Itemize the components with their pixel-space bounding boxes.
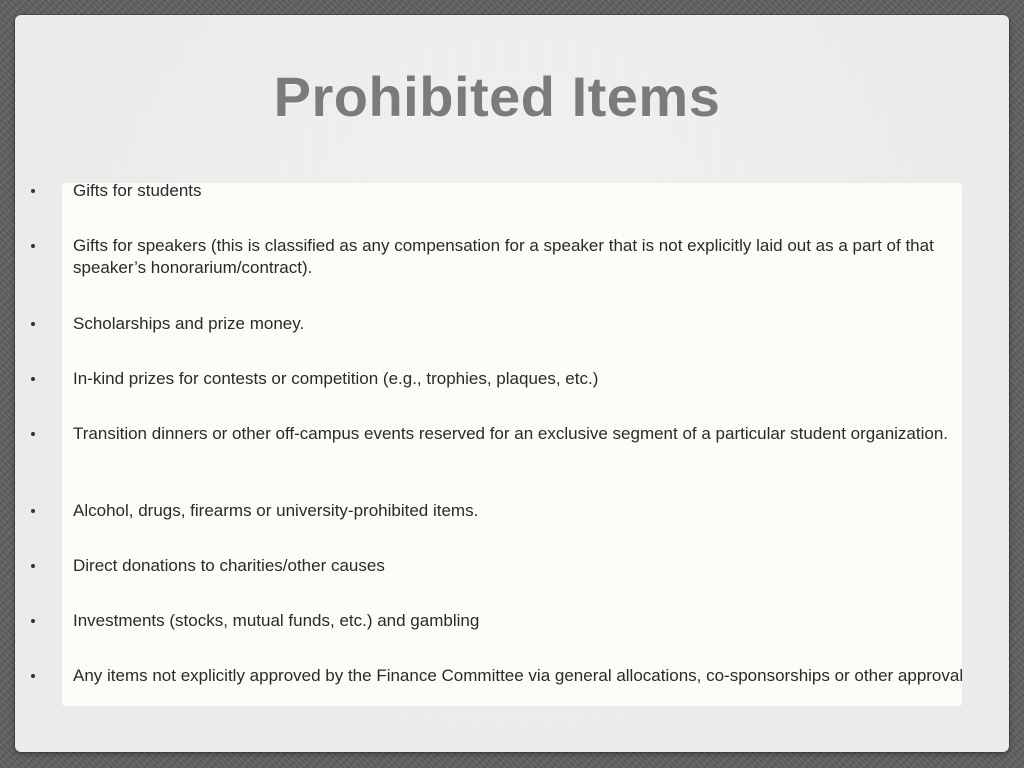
list-item-text: In-kind prizes for contests or competition (e.g., trophies, plaques, etc.) [73, 369, 599, 388]
bullet-icon [31, 244, 35, 248]
list-item-text: Direct donations to charities/other causes [73, 556, 385, 575]
list-item-text: Transition dinners or other off-campus events reserved for an exclusive segment of a particular student organization. [73, 424, 949, 443]
bullet-icon [31, 619, 35, 623]
bullet-icon [31, 322, 35, 326]
list-item-text: Alcohol, drugs, firearms or university-prohibited items. [73, 501, 479, 520]
list-item-text: Investments (stocks, mutual funds, etc.) and gambling [73, 611, 480, 630]
bullet-icon [31, 377, 35, 381]
bullet-icon [31, 509, 35, 513]
list-item-text: Any items not explicitly approved by the Finance Committee via general allocations, co-sponsorships or other approval [73, 666, 964, 685]
bullet-icon [31, 564, 35, 568]
slide-title: Prohibited Items [273, 65, 721, 128]
list-item-text: Gifts for speakers (this is classified as any compensation for a speaker that is not explicitly laid out as a part of that speaker’s honorarium/contract). [73, 236, 934, 277]
bullet-icon [31, 432, 35, 436]
bullet-icon [31, 674, 35, 678]
list-item-text: Scholarships and prize money. [73, 314, 305, 333]
bullet-icon [31, 189, 35, 193]
list-item-text: Gifts for students [73, 181, 202, 200]
